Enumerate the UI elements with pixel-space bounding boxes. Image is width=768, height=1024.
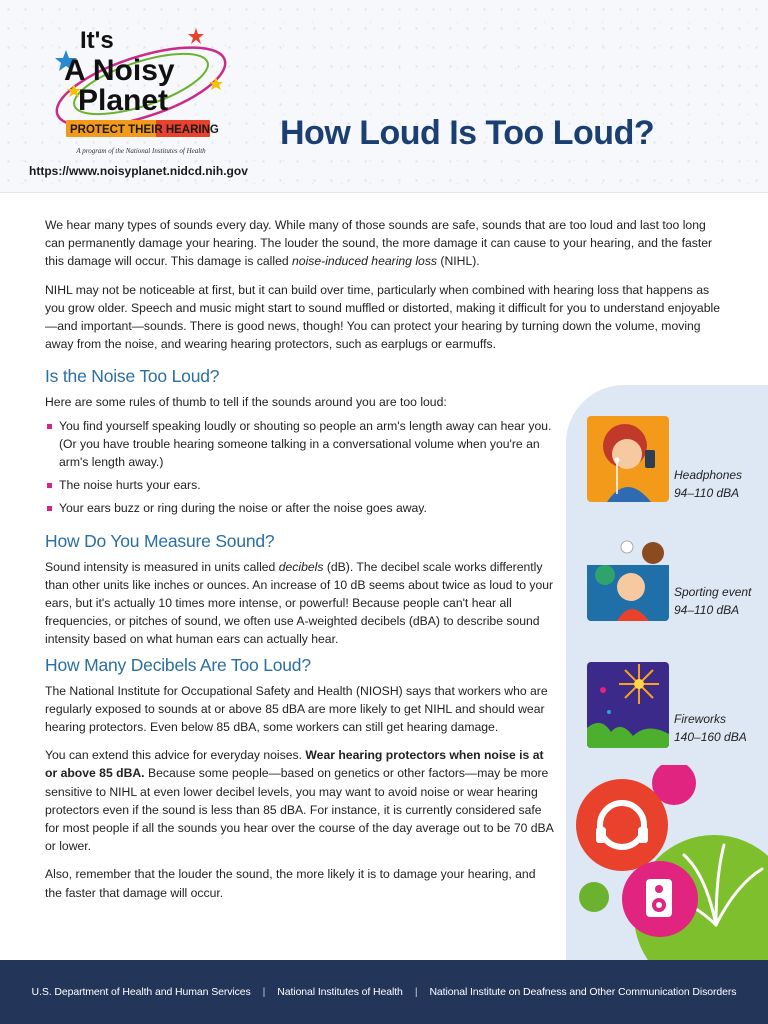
- intro-paragraph-2: NIHL may not be noticeable at first, but it can build over time, particularly when combined with hearing loss that happens as you grow older. Speech and music might start to sound muffled or distorted, making it difficult for you to understand enjoyable—and important—sounds. There is good news, though! You can protect your hearing by turning down the volume, moving away from the noise, and wearing hearing protectors, such as earplugs or earmuffs.: [45, 282, 720, 352]
- footer-separator: |: [262, 986, 266, 998]
- rules-list: [45, 417, 555, 518]
- nihl-term: noise-induced hearing loss: [292, 254, 438, 269]
- page-header: [0, 0, 768, 193]
- protector-advice: Wear hearing protectors when noise is at or above 85 dBA.: [45, 748, 544, 781]
- sound-levels-sidebar: [566, 385, 768, 960]
- section-heading-decibels-too-loud: How Many Decibels Are Too Loud?: [45, 654, 311, 675]
- footer-hhs: U.S. Department of Health and Human Services: [31, 986, 251, 998]
- decibel-range: 140–160 dBA: [674, 730, 747, 744]
- logo-line1: It's: [80, 27, 114, 54]
- footer-separator: |: [414, 986, 418, 998]
- sidebar-caption: [674, 710, 747, 746]
- section2-text-end: (dB). The decibel scale works differently than other units like inches or ounces. An increase of 10 dB seems about twice as loud to your ears, but it's actually 10 times more intense, or powerful! Because people can't hear all frequencies, or pitches of sound, we often use A-weighted decibels (dBA) to describe sound intensity based on what human ears can actually hear.: [45, 559, 554, 647]
- logo-subtitle: A program of the National Institutes of Health: [76, 147, 206, 155]
- list-item: The noise hurts your ears.: [45, 476, 555, 494]
- intro-text: We hear many types of sounds every day. While many of those sounds are safe, sounds that are too loud and last too long can permanently damage your hearing. The louder the sound, the more damage it can cause to your hearing, and the faster this damage will occur. This damage is called: [45, 218, 713, 269]
- logo-line3: Planet: [78, 84, 169, 117]
- decorative-circles: [566, 765, 768, 960]
- page-footer: [0, 960, 768, 1024]
- logo-banner: PROTECT THEIR HEARING: [70, 124, 219, 136]
- girl-headphones-icon: [587, 416, 669, 502]
- source-label: Fireworks: [674, 712, 727, 726]
- logo-line2: A Noisy: [64, 54, 175, 87]
- source-label: Headphones: [674, 468, 743, 482]
- section3-paragraph-2: [45, 746, 555, 855]
- intro-paragraph-1: [45, 216, 725, 271]
- section-heading-measure-sound: How Do You Measure Sound?: [45, 530, 275, 551]
- website-link[interactable]: https://www.noisyplanet.nidcd.nih.gov: [29, 164, 248, 178]
- sporting-event-icon: [587, 535, 669, 621]
- list-item: Your ears buzz or ring during the noise or after the noise goes away.: [45, 499, 555, 517]
- sidebar-caption: [674, 583, 751, 619]
- section2-paragraph: [45, 558, 555, 649]
- noisy-planet-logo: [46, 22, 236, 162]
- section3-text-end: Because some people—based on genetics or other factors—may be more sensitive to NIHL at even lower decibel levels, you may want to avoid noise or wear hearing protectors even if the sound is less than 85 dBA. For instance, it is currently considered safe for most people if all the sounds you hear over the course of the day average out to be 70 dBA or lower.: [45, 766, 554, 854]
- source-label: Sporting event: [674, 585, 752, 599]
- sidebar-caption: [674, 466, 742, 502]
- section1-lead: Here are some rules of thumb to tell if the sounds around you are too loud:: [45, 395, 447, 410]
- section3-text: You can extend this advice for everyday noises.: [45, 748, 306, 763]
- decibel-range: 94–110 dBA: [674, 486, 740, 500]
- decibels-term: decibels: [278, 559, 324, 574]
- section2-text: Sound intensity is measured in units called: [45, 559, 279, 574]
- footer-nih: National Institutes of Health: [277, 986, 403, 998]
- section3-paragraph-3: Also, remember that the louder the sound, the more likely it is to damage your hearing, and the faster that damage will occur.: [45, 867, 536, 900]
- footer-nidcd: National Institute on Deafness and Other Communication Disorders: [429, 986, 737, 998]
- decibel-range: 94–110 dBA: [674, 603, 740, 617]
- section3-paragraph-1: The National Institute for Occupational Safety and Health (NIOSH) says that workers who are regularly exposed to sounds at or above 85 dBA are more likely to get NIHL and should wear hearing protectors. Even below 85 dBA, some workers can still get hearing damage.: [45, 683, 548, 735]
- page-title: How Loud Is Too Loud?: [280, 114, 655, 152]
- intro-text-end: (NIHL).: [437, 254, 480, 269]
- fireworks-icon: [587, 662, 669, 748]
- section-heading-noise-too-loud: Is the Noise Too Loud?: [45, 366, 220, 387]
- list-item: You find yourself speaking loudly or shouting so people an arm's length away can hear you. (Or you have trouble hearing someone talking in a conversational volume when you're an arm's length away.): [45, 417, 555, 472]
